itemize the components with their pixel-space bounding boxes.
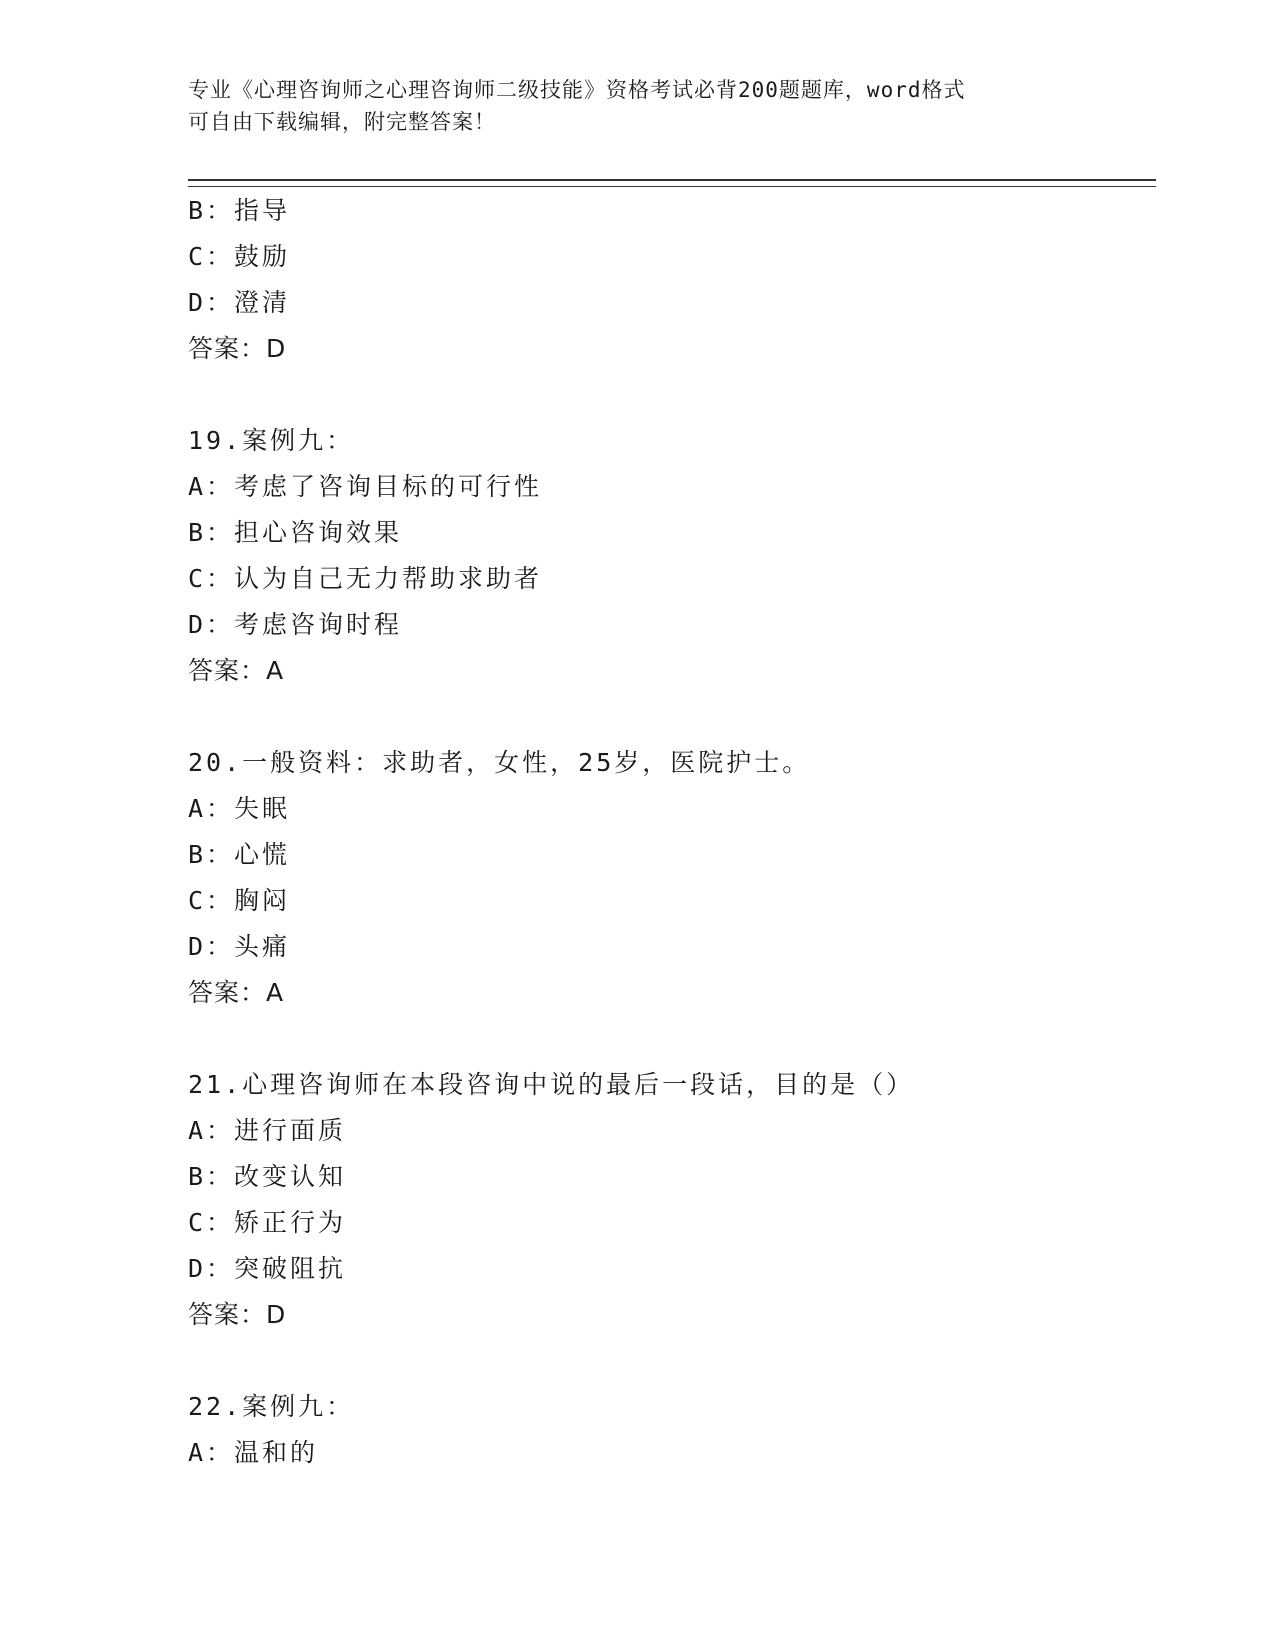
option-c: C：认为自己无力帮助求助者 [188, 564, 543, 593]
spacer [188, 1338, 1148, 1384]
option-a: A：进行面质 [188, 1116, 347, 1145]
question-19 [188, 418, 1148, 694]
question-22 [188, 1384, 1148, 1476]
option-c: C：鼓励 [188, 242, 291, 271]
option-b: B：心慌 [188, 840, 291, 869]
question-stem: 19.案例九： [188, 426, 355, 455]
question-stem: 21.心理咨询师在本段咨询中说的最后一段话，目的是（） [188, 1070, 915, 1099]
spacer [188, 372, 1148, 418]
option-b: B：指导 [188, 196, 291, 225]
header-line-2: 可自由下载编辑，附完整答案！ [188, 110, 496, 134]
option-c: C：矫正行为 [188, 1208, 347, 1237]
question-21 [188, 1062, 1148, 1338]
answer: 答案：D [188, 1300, 287, 1329]
option-d: D：头痛 [188, 932, 291, 961]
option-b: B：担心咨询效果 [188, 518, 403, 547]
question-stem: 22.案例九： [188, 1392, 355, 1421]
question-20 [188, 740, 1148, 1016]
answer: 答案：D [188, 334, 287, 363]
option-c: C：胸闷 [188, 886, 291, 915]
answer: 答案：A [188, 656, 285, 685]
option-a: A：失眠 [188, 794, 291, 823]
spacer [188, 1016, 1148, 1062]
option-d: D：澄清 [188, 288, 291, 317]
question-list [188, 188, 1148, 1476]
document-header [188, 74, 1088, 138]
option-d: D：考虑咨询时程 [188, 610, 403, 639]
option-a: A：温和的 [188, 1438, 319, 1467]
option-b: B：改变认知 [188, 1162, 347, 1191]
option-d: D：突破阻抗 [188, 1254, 347, 1283]
question-18-continued [188, 188, 1148, 372]
answer: 答案：A [188, 978, 285, 1007]
header-line-1: 专业《心理咨询师之心理咨询师二级技能》资格考试必背200题题库，word格式 [188, 78, 966, 102]
question-stem: 20.一般资料：求助者，女性，25岁，医院护士。 [188, 748, 811, 777]
header-divider [188, 179, 1156, 187]
spacer [188, 694, 1148, 740]
option-a: A：考虑了咨询目标的可行性 [188, 472, 543, 501]
